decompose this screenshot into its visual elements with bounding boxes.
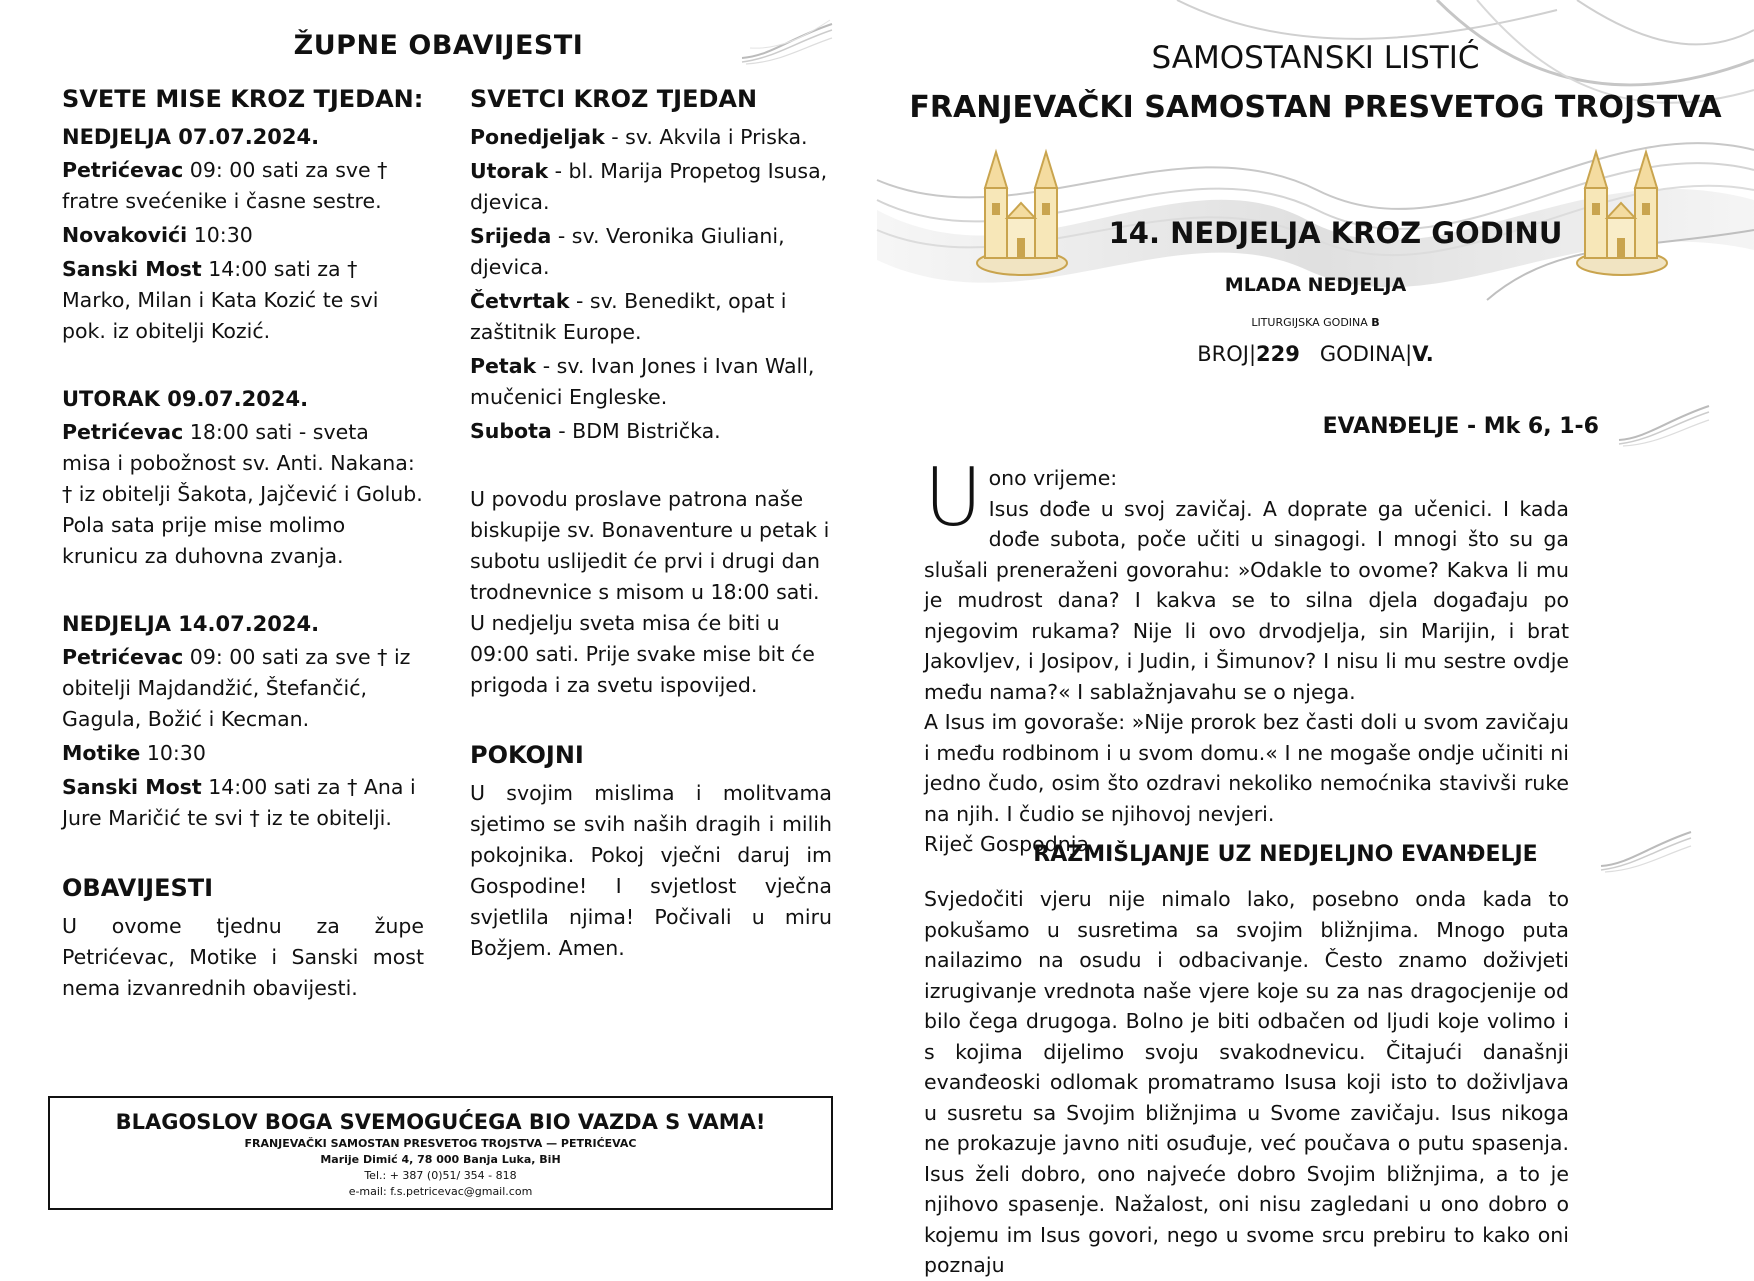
church-logo-icon: [1567, 148, 1677, 278]
saints-column: [470, 82, 832, 967]
mass-entry: Petrićevac 09: 00 sati za sve † iz obitelji Majdandžić, Štefančić, Gagula, Božić i Kecman.: [62, 645, 411, 731]
mass-day-date: NEDJELJA 14.07.2024.: [62, 612, 320, 636]
masses-column: [62, 82, 424, 1007]
decorative-swirl: [740, 18, 835, 66]
gospel-heading: EVANĐELJE - Mk 6, 1-6: [1322, 414, 1599, 439]
sunday-subtitle: MLADA NEDJELJA: [1224, 274, 1407, 296]
saint-item: Srijeda - sv. Veronika Giuliani, djevica.: [470, 224, 785, 279]
sunday-title: 14. NEDJELJA KROZ GODINU: [1108, 216, 1563, 250]
left-page: [0, 0, 877, 1240]
saint-item: Četvrtak - sv. Benedikt, opat i zaštitnik Europe.: [470, 289, 787, 344]
saint-item: Subota - BDM Bistrička.: [470, 419, 721, 443]
reflection-heading: RAZMIŠLJANJE UZ NEDJELJNO EVANĐELJE: [1033, 842, 1538, 867]
footer-box: [48, 1096, 833, 1210]
gospel-first-line: ono vrijeme:: [988, 466, 1118, 490]
gospel-paragraph: Isus dođe u svoj zavičaj. A doprate ga učenici. I kada dođe subota, poče učiti u sinagogi. I mnogi što su ga slušali preneraženi govorahu: »Odakle to ovome? Kakva li mu je mudrost dana? I kakva se to silna djela događaju po njegovim rukama? Nije li ovo drvodjelja, sin Marijin, i brat Jakovljev, i Josipov, i Judin, i Šimunov? I nisu li mu sestre ovdje među nama?« I sablažnjavahu se o njega.: [924, 496, 1569, 704]
deceased-heading: POKOJNI: [470, 741, 584, 769]
deceased-text: U svojim mislima i molitvama sjetimo se svih naših dragih i milih pokojnika. Pokoj vječni daruj im Gospodine! I svjetlost vječna svjetlila njima! Počivali u miru Božjem. Amen.: [470, 781, 832, 960]
saint-item: Petak - sv. Ivan Jones i Ivan Wall, mučenici Engleske.: [470, 354, 815, 409]
mass-entry: Petrićevac 09: 00 sati za sve † fratre svećenike i časne sestre.: [62, 158, 388, 213]
page-title: ŽUPNE OBAVIJESTI: [293, 30, 584, 61]
header-line1: SAMOSTANSKI LISTIĆ: [1151, 40, 1480, 76]
mass-day-date: UTORAK 09.07.2024.: [62, 387, 309, 411]
mass-entry: Motike 10:30: [62, 741, 206, 765]
right-page: [877, 0, 1754, 1277]
liturgical-year: LITURGIJSKA GODINA B: [1251, 316, 1380, 329]
gospel-text-block: [924, 451, 1569, 860]
reflection-text: Svjedočiti vjeru nije nimalo lako, posebno onda kada to pokušamo u susretima sa svojim bližnjima. Mnogo puta nailazimo na osudu i odbacivanje. Često znamo doživjeti izrugivanje vrednota naše vjere koje su za nas dragocjenije od bilo čega drugoga. Bolno je biti odbačen od ljudi koje volimo i s kojima dijelimo svoju svakodnevicu. Čitajući današnji evanđeoski odlomak promatramo Isusa koji isto to doživljava u susretu sa Svojim bližnjima u Svome zavičaju. Isus nikoga ne prokazuje javno niti osuđuje, već poučava o putu spasenja. Isus želi dobro, ono najveće dobro Svojim bližnjima, a to je njihovo spasenje. Nažalost, oni nisu zagledani u ono dobro o kojemu im Isus govori, nego u svome srcu prebiru to kako oni poznaju: [924, 887, 1569, 1277]
saint-item: Ponedjeljak - sv. Akvila i Priska.: [470, 125, 808, 149]
drop-cap: U: [924, 451, 983, 544]
issue-info: BROJ|229 GODINA|V.: [1197, 342, 1434, 366]
saint-item: Utorak - bl. Marija Propetog Isusa, djevica.: [470, 159, 828, 214]
patron-notice: U povodu proslave patrona naše biskupije sv. Bonaventure u petak i subotu uslijedit će prvi i drugi dan trodnevnice s misom u 18:00 sati. U nedjelju sveta misa će biti u 09:00 sati. Prije svake mise bit će prigoda i za svetu ispovijed.: [470, 487, 830, 697]
mass-entry: Novakovići 10:30: [62, 223, 253, 247]
decorative-swirl: [1617, 400, 1712, 448]
notices-heading: OBAVIJESTI: [62, 874, 214, 902]
footer-org: FRANJEVAČKI SAMOSTAN PRESVETOG TROJSTVA — PETRIĆEVAC: [244, 1137, 637, 1150]
notices-text: U ovome tjednu za župe Petrićevac, Motike i Sanski most nema izvanrednih obavijesti.: [62, 914, 424, 1000]
masses-heading: SVETE MISE KROZ TJEDAN:: [62, 85, 424, 113]
gospel-paragraph: A Isus im govoraše: »Nije prorok bez časti doli u svom zavičaju i među rodbinom i u svom domu.« I ne mogaše ondje učiniti ni jedno čudo, osim što ozdravi nekoliko nemoćnika stavivši ruke na njih. I čudio se njihovoj nevjeri.: [924, 710, 1569, 826]
saints-heading: SVETCI KROZ TJEDAN: [470, 85, 758, 113]
gospel-signature: Riječ Gospodnja: [924, 832, 1089, 856]
header-line2: FRANJEVAČKI SAMOSTAN PRESVETOG TROJSTVA: [909, 90, 1722, 125]
mass-entry: Sanski Most 14:00 sati za † Marko, Milan i Kata Kozić te svi pok. iz obitelji Kozić.: [62, 257, 379, 343]
church-logo-icon: [967, 148, 1077, 278]
footer-phone: Tel.: + 387 (0)51/ 354 - 818: [364, 1169, 517, 1182]
footer-blessing: BLAGOSLOV BOGA SVEMOGUĆEGA BIO VAZDA S VAMA!: [115, 1110, 766, 1134]
mass-entry: Petrićevac 18:00 sati - sveta misa i pobožnost sv. Anti. Nakana: † iz obitelji Šakota, Jajčević i Golub. Pola sata prije mise molimo krunicu za duhovna zvanja.: [62, 420, 423, 568]
footer-email[interactable]: e-mail: f.s.petricevac@gmail.com: [348, 1185, 533, 1198]
footer-address: Marije Dimić 4, 78 000 Banja Luka, BiH: [320, 1153, 561, 1166]
mass-entry: Sanski Most 14:00 sati za † Ana i Jure Maričić te svi † iz te obitelji.: [62, 775, 416, 830]
decorative-swirl: [1599, 826, 1694, 874]
mass-day-date: NEDJELJA 07.07.2024.: [62, 125, 320, 149]
